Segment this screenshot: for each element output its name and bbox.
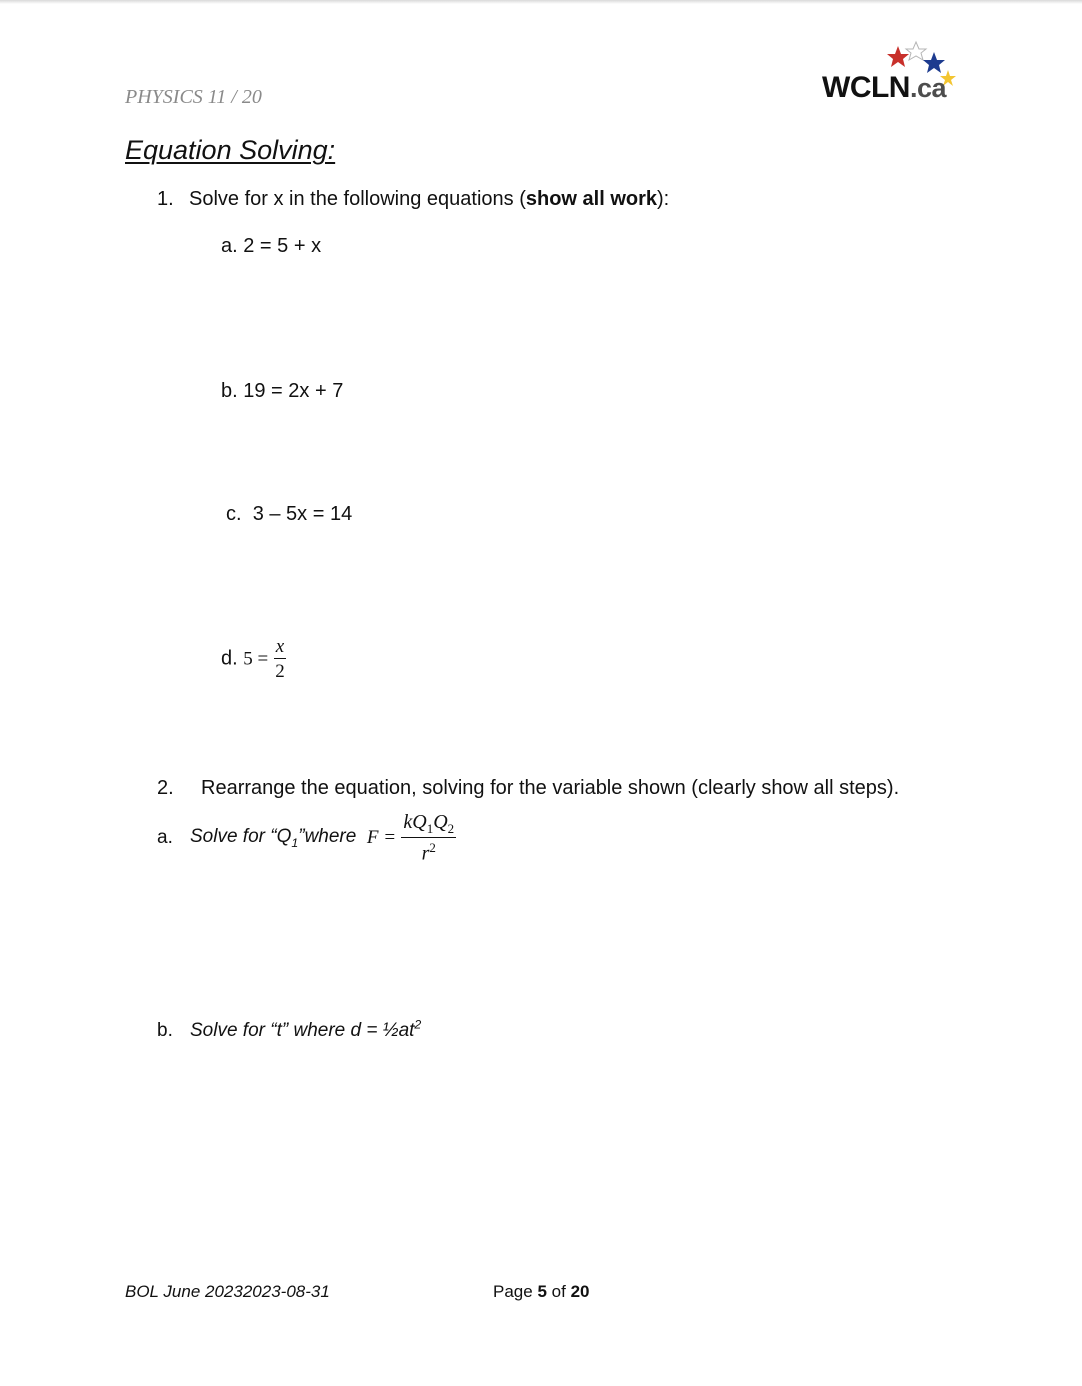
course-header: PHYSICS 11 / 20 xyxy=(125,86,262,108)
question-2-number: 2. xyxy=(157,777,174,799)
question-1-prompt: 1. Solve for x in the following equations (show all work): xyxy=(157,188,670,210)
question-1b: b. 19 = 2x + 7 xyxy=(221,380,344,402)
question-2a: a. Solve for “$Q_1”where$ F = $\frac{kQ_1Q_2}{r^2}$ xyxy=(157,811,455,865)
fraction-coulomb-law: $\frac{kQ_1Q_2}{r^2}$ xyxy=(403,811,455,865)
question-1d: d. 5 = $\frac{x}{2}$ xyxy=(221,636,285,682)
question-1c: c. 3 – 5x = 14 xyxy=(226,503,353,525)
logo-wordmark: WCLN.ca xyxy=(822,71,947,104)
footer-course-date: BOL June 20232023-08-31 xyxy=(125,1282,330,1301)
footer-page-number: Page 5 of 20 xyxy=(493,1282,590,1301)
fraction-x-over-2: $\frac{x}{2}$ xyxy=(275,636,285,682)
section-title: Equation Solving: xyxy=(125,135,336,165)
question-2b: b. Solve for “t” where $d = \frac{1}{2}at^2$ xyxy=(157,1018,422,1042)
question-1-number: 1. xyxy=(157,188,174,210)
question-1a: a. 2 = 5 + x xyxy=(221,235,322,257)
page-top-edge xyxy=(0,0,1082,4)
wcln-logo xyxy=(818,40,963,110)
question-2-prompt: 2. Rearrange the equation, solving for the variable shown (clearly show all steps). xyxy=(157,777,900,799)
